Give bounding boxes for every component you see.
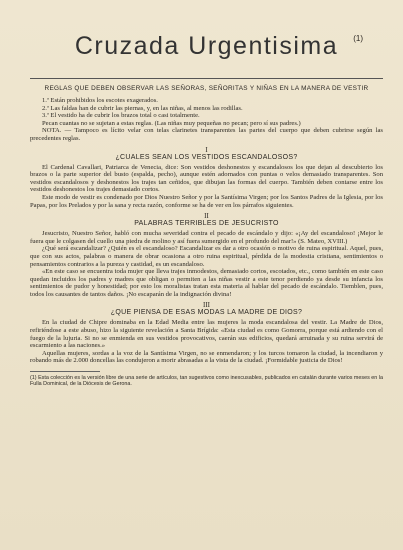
rule-item: 3.ª El vestido ha de cubrir los brazos total o casi totalmente. <box>42 112 200 120</box>
section-paragraph: ¿Qué será escandalizar? ¿Quién es el escandaloso? Escandalizar es dar a otro ocasión o motivo de ruina espiritual. Aquel, pues, que con sus actos, palabras o manera de obrar ocasiona a otro ruina espiritual, pérdida de la modestia cristiana, sentimientos o pensamientos contrarios a la pureza y castidad, es un escandaloso. <box>30 245 383 268</box>
section-heading: ¿CUALES SEAN LOS VESTIDOS ESCANDALOSOS? <box>115 153 298 161</box>
rules-heading: REGLAS QUE DEBEN OBSERVAR LAS SEÑORAS, SEÑORITAS Y NIÑAS EN LA MANERA DE VESTIR <box>44 85 369 92</box>
section-paragraph: En la ciudad de Chipre dominaba en la Edad Media entre las mujeres la moda escandalosa del vestir. La Madre de Dios, refiriéndose a este abuso, hizo la siguiente revelación a Santa Brígida: «Esta ciudad es como Gomorra, porque está ardiendo con el fuego de la lujuria. Si no se enmienda en sus vestidos provocativos, caerán sus edificios, quedará arruinada y su ruina servirá de escarmiento a las naciones.» <box>30 319 383 350</box>
rules-list <box>30 97 383 127</box>
section-paragraph: El Cardenal Cavallari, Patriarca de Venecia, dice: Son vestidos deshonestos y escandalosos los que dejan al descubierto los brazos o la parte superior del busto (espalda, pecho), aunque estén adornados con puntas o velos demasiado transparentes. Son vestidos escandalosos y deshonestos los trajes tan ceñidos, que dibujan las formas del cuerpo. También deben contarse entre los vestidos deshonestos los trajes demasiado cortos. <box>30 163 383 194</box>
footnote: (1) Esta colección es la versión libre de una serie de artículos, tan sugestivos como inexcusables, publicados en catalán durante varios meses en la Fulla Dominical, de la Diócesis de Gerona. <box>30 375 383 388</box>
section-2 <box>30 212 383 298</box>
section-paragraph: Aquellas mujeres, sordas a la voz de la Santísima Virgen, no se enmendaron; y los turcos tomaron la ciudad, la incendiaron y robando más de 2.000 doncellas las condujeron a morir abrasadas a la vista de la ciudad. ¡Formidable justicia de Dios! <box>30 349 383 365</box>
rule-item: Pecan cuantas no se sujetan a estas reglas. (Las niñas muy pequeñas no pecan; pero sí sus padres.) <box>42 119 301 127</box>
section-paragraph: Este modo de vestir es condenado por Dios Nuestro Señor y por la Santísima Virgen; por los Santos Padres de la Iglesia, por los Papas, por los Prelados y por la sana y recta razón, conforme se ha de ver en los párrafos siguientes. <box>30 193 383 209</box>
footnote-divider <box>30 371 100 372</box>
title-block <box>30 0 383 72</box>
section-numeral: II <box>204 212 209 221</box>
rule-item: 1.ª Están prohibidos los escotes exagerados. <box>42 97 158 104</box>
section-1 <box>30 146 383 210</box>
section-3 <box>30 301 383 365</box>
section-paragraph: «En este caso se encuentra toda mujer que lleva trajes inmodestos, demasiado cortos, escotados, etc., como también en este caso quedan incluidos los padres y madres que obligan o permiten a las niñas vestir a este tenor perdiendo ya desde su infancia los sentimientos de pudor y honestidad; por esto los moralistas tratan esta materia al hablar del pecado de escándalo. Tiemblen, pues, todos los causantes de tantos daños. ¡No escaparán de la indignación divina! <box>30 268 383 298</box>
section-numeral: I <box>205 145 208 154</box>
section-paragraph: Jesucristo, Nuestro Señor, habló con mucha severidad contra el pecado de escándalo y dijo: «¡Ay del escandaloso! ¡Mejor le fuera que le colgasen del cuello una piedra de molino y así fuera sumergido en el profundo del mar!» (S. Mateo, XVIII.) <box>30 230 383 245</box>
document-title: Cruzada Urgentisima <box>74 32 339 60</box>
section-heading: ¿QUE PIENSA DE ESAS MODAS LA MADRE DE DIOS? <box>110 309 303 317</box>
section-numeral: III <box>203 301 210 310</box>
rule-item: 2.ª Las faldas han de cubrir las piernas, y, en las niñas, al menos las rodillas. <box>42 104 243 112</box>
section-heading: PALABRAS TERRIBLES DE JESUCRISTO <box>134 220 279 228</box>
title-footnote-marker: (1) <box>353 34 363 43</box>
nota-paragraph: NOTA. — Tampoco es lícito velar con telas clarinetes transparentes las partes del cuerpo que deben cubrirse según las precedentes reglas. <box>30 127 383 142</box>
title-divider <box>30 78 383 79</box>
